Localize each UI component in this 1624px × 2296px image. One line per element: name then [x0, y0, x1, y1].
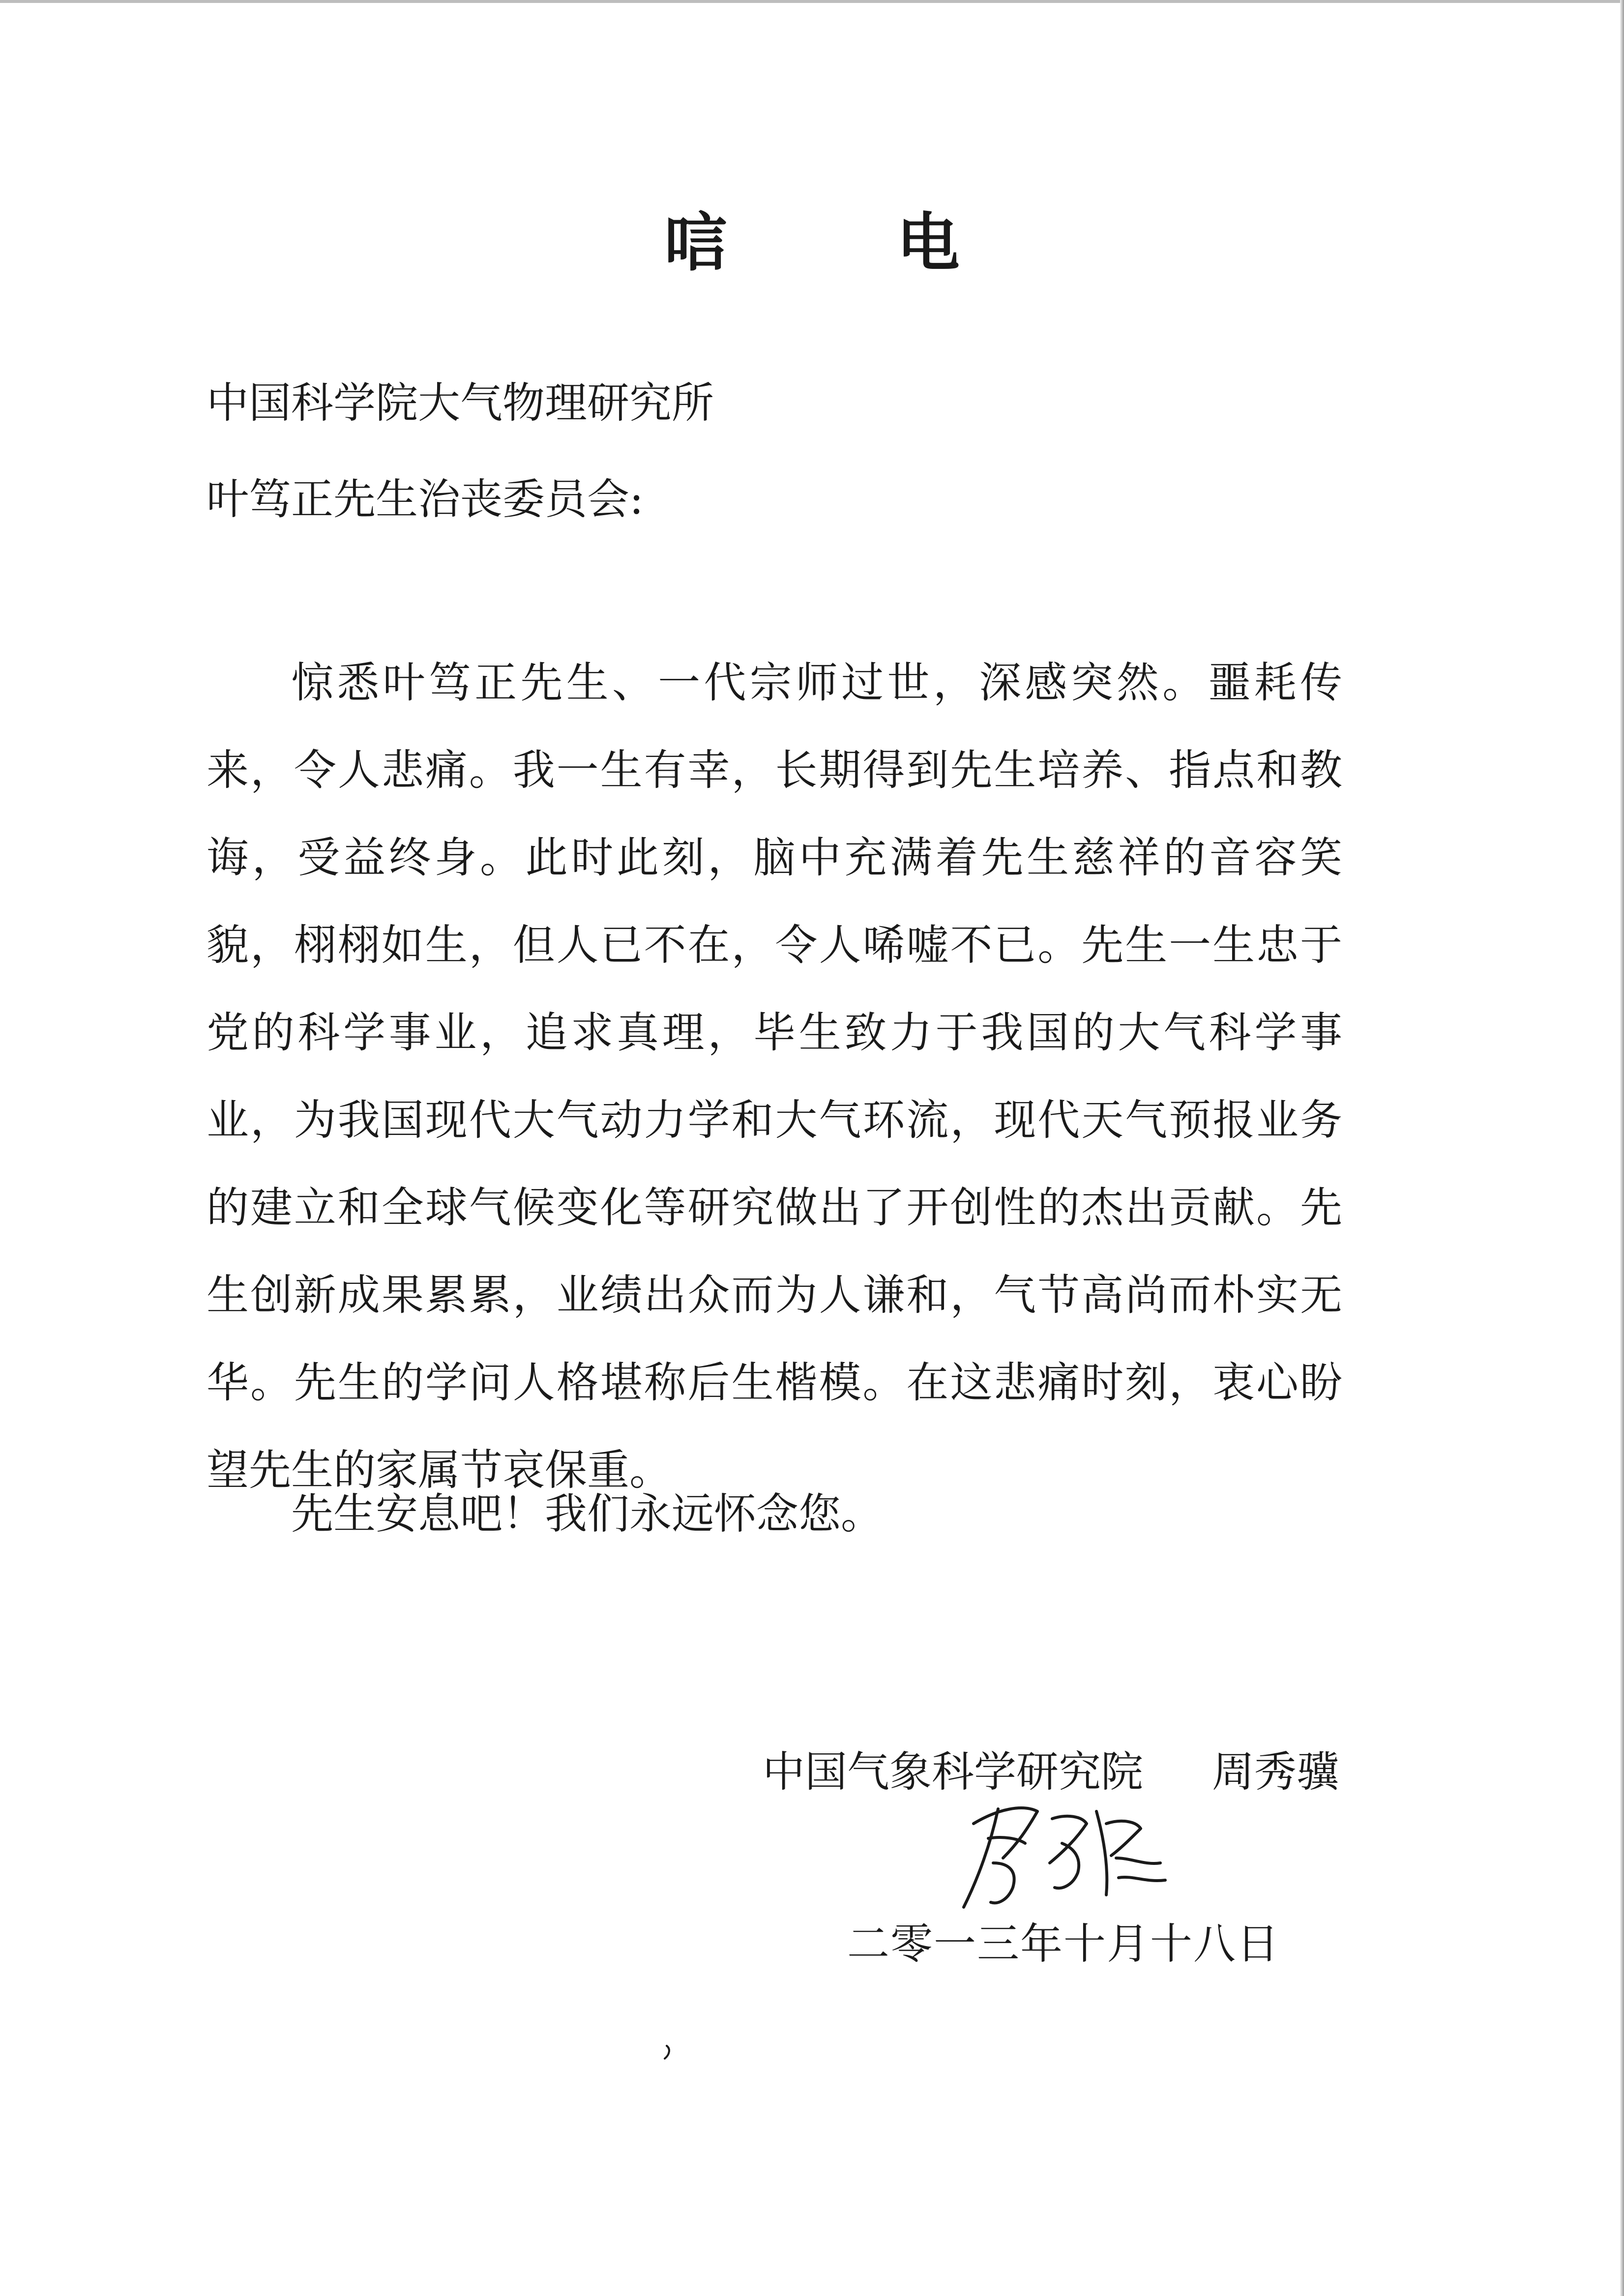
recipient-institute: 中国科学院大气物理研究所 [207, 378, 714, 428]
letter-date: 二零一三年十月十八日 [847, 1919, 1280, 1969]
scan-edge-top [0, 0, 1624, 3]
scan-edge-right [1620, 0, 1624, 2296]
closing-line: 先生安息吧！我们永远怀念您。 [291, 1489, 883, 1539]
condolence-body [207, 639, 1342, 1514]
document-title: 唁 电 [664, 206, 1033, 280]
recipients-block [207, 378, 1387, 571]
handwritten-signature [944, 1789, 1180, 1912]
sender-organization: 中国气象科学研究院 [763, 1747, 1143, 1797]
sender-name: 周秀骥 [1212, 1747, 1339, 1797]
scan-speck [663, 2044, 673, 2061]
recipient-committee: 叶笃正先生治丧委员会: [207, 475, 644, 524]
body-paragraph: 惊悉叶笃正先生、一代宗师过世，深感突然。噩耗传来，令人悲痛。我一生有幸，长期得到先生培养、指点和教诲，受益终身。此时此刻，脑中充满着先生慈祥的音容笑貌，栩栩如生，但人已不在，令人唏嘘不已。先生一生忠于党的科学事业，追求真理，毕生致力于我国的大气科学事业，为我国现代大气动力学和大气环流，现代天气预报业务的建立和全球气候变化等研究做出了开创性的杰出贡献。先生创新成果累累，业绩出众而为人谦和，气节高尚而朴实无华。先生的学问人格堪称后生楷模。在这悲痛时刻，衷心盼望先生的家属节哀保重。 [207, 658, 1342, 1495]
